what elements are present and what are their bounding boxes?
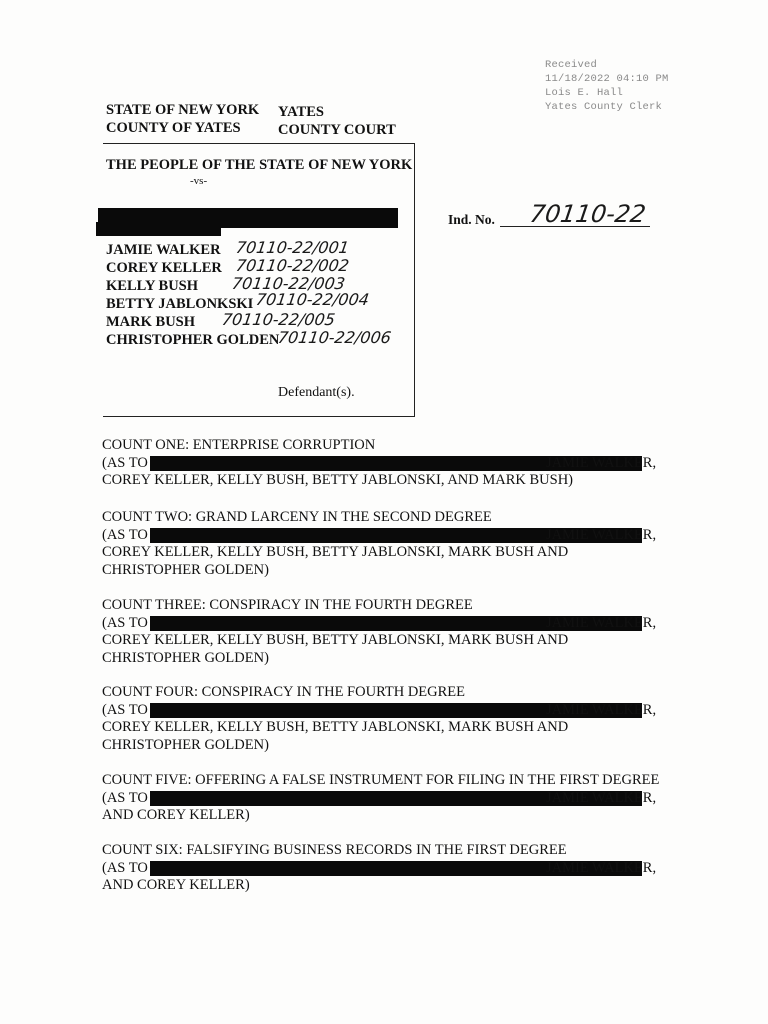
count-after-redaction: JAMIE WALKER, xyxy=(546,614,657,631)
header-state: STATE OF NEW YORK xyxy=(106,102,260,118)
count-as-to-line xyxy=(102,790,659,808)
caption-people: THE PEOPLE OF THE STATE OF NEW YORK xyxy=(106,157,413,173)
count-continuation: COREY KELLER, KELLY BUSH, BETTY JABLONSKI, MARK BUSH AND xyxy=(102,632,569,648)
count-as-to: (AS TO xyxy=(102,614,148,631)
caption-redaction-tail xyxy=(96,222,221,236)
count-after-redaction: JAMIE WALKER, xyxy=(546,526,657,543)
defendant-number-1: 70110-22/001 xyxy=(234,238,351,257)
count-after-redaction: JAMIE WALKER, xyxy=(546,701,657,718)
count-title: COUNT FIVE: OFFERING A FALSE INSTRUMENT FOR FILING IN THE FIRST DEGREE xyxy=(102,772,660,788)
count-as-to-line xyxy=(102,526,657,545)
stamp-clerk-title: Yates County Clerk xyxy=(545,101,663,113)
count-as-to: (AS TO xyxy=(102,859,148,876)
defendant-number-4: 70110-22/004 xyxy=(254,290,371,309)
stamp-datetime: 11/18/2022 04:10 PM xyxy=(545,73,669,85)
count-continuation: COREY KELLER, KELLY BUSH, BETTY JABLONSKI, MARK BUSH AND xyxy=(102,544,569,560)
defendant-name-1: JAMIE WALKER xyxy=(106,242,221,258)
count-continuation: CHRISTOPHER GOLDEN) xyxy=(102,649,269,666)
count-after-redaction: JAMIE WALKER, xyxy=(546,859,657,876)
count-title: COUNT SIX: FALSIFYING BUSINESS RECORDS IN THE FIRST DEGREE xyxy=(102,842,567,858)
caption-vs: -vs- xyxy=(190,175,208,187)
header-court-line2: COUNTY COURT xyxy=(278,122,396,138)
count-four xyxy=(102,684,657,754)
count-continuation: CHRISTOPHER GOLDEN) xyxy=(102,736,269,753)
count-two xyxy=(102,509,657,579)
count-as-to: (AS TO xyxy=(102,526,148,543)
count-as-to: (AS TO xyxy=(102,789,148,806)
defendant-number-2: 70110-22/002 xyxy=(234,256,351,275)
header-county: COUNTY OF YATES xyxy=(106,120,241,136)
indictment-number: 70110-22 xyxy=(528,200,648,228)
defendant-name-3: KELLY BUSH xyxy=(106,278,199,294)
count-as-to-line xyxy=(102,701,657,720)
defendant-name-6: CHRISTOPHER GOLDEN xyxy=(106,332,280,348)
stamp-received: Received xyxy=(545,59,598,71)
defendant-number-3: 70110-22/003 xyxy=(230,274,347,293)
count-after-redaction: JAMIE WALKER, xyxy=(546,789,657,806)
count-as-to: (AS TO xyxy=(102,454,148,471)
count-title: COUNT THREE: CONSPIRACY IN THE FOURTH DEGREE xyxy=(102,597,473,613)
defendant-name-4: BETTY JABLONKSKI xyxy=(106,296,254,312)
count-three xyxy=(102,597,657,667)
count-five xyxy=(102,772,659,825)
defendant-name-5: MARK BUSH xyxy=(106,314,196,330)
received-stamp xyxy=(545,58,669,114)
defendant-number-6: 70110-22/006 xyxy=(276,328,393,347)
count-continuation: COREY KELLER, KELLY BUSH, BETTY JABLONSKI, AND MARK BUSH) xyxy=(102,472,574,488)
count-title: COUNT ONE: ENTERPRISE CORRUPTION xyxy=(102,437,376,453)
count-as-to-line xyxy=(102,614,657,633)
count-title: COUNT FOUR: CONSPIRACY IN THE FOURTH DEGREE xyxy=(102,684,466,700)
indictment-label: Ind. No. xyxy=(448,212,495,227)
defendants-label: Defendant(s). xyxy=(278,385,355,400)
count-as-to-line xyxy=(102,454,657,473)
count-continuation: COREY KELLER, KELLY BUSH, BETTY JABLONSKI, MARK BUSH AND xyxy=(102,719,569,735)
defendant-name-2: COREY KELLER xyxy=(106,260,222,276)
defendant-number-5: 70110-22/005 xyxy=(220,310,337,329)
count-after-redaction: JAMIE WALKER, xyxy=(546,454,657,471)
count-title: COUNT TWO: GRAND LARCENY IN THE SECOND DEGREE xyxy=(102,509,492,525)
count-continuation: AND COREY KELLER) xyxy=(102,807,250,823)
count-continuation: AND COREY KELLER) xyxy=(102,877,250,893)
stamp-clerk-name: Lois E. Hall xyxy=(545,87,624,99)
count-as-to-line xyxy=(102,859,657,878)
count-continuation: CHRISTOPHER GOLDEN) xyxy=(102,561,269,578)
count-one xyxy=(102,437,657,490)
count-six xyxy=(102,842,657,895)
count-as-to: (AS TO xyxy=(102,701,148,718)
header-court-line1: YATES xyxy=(278,104,324,120)
